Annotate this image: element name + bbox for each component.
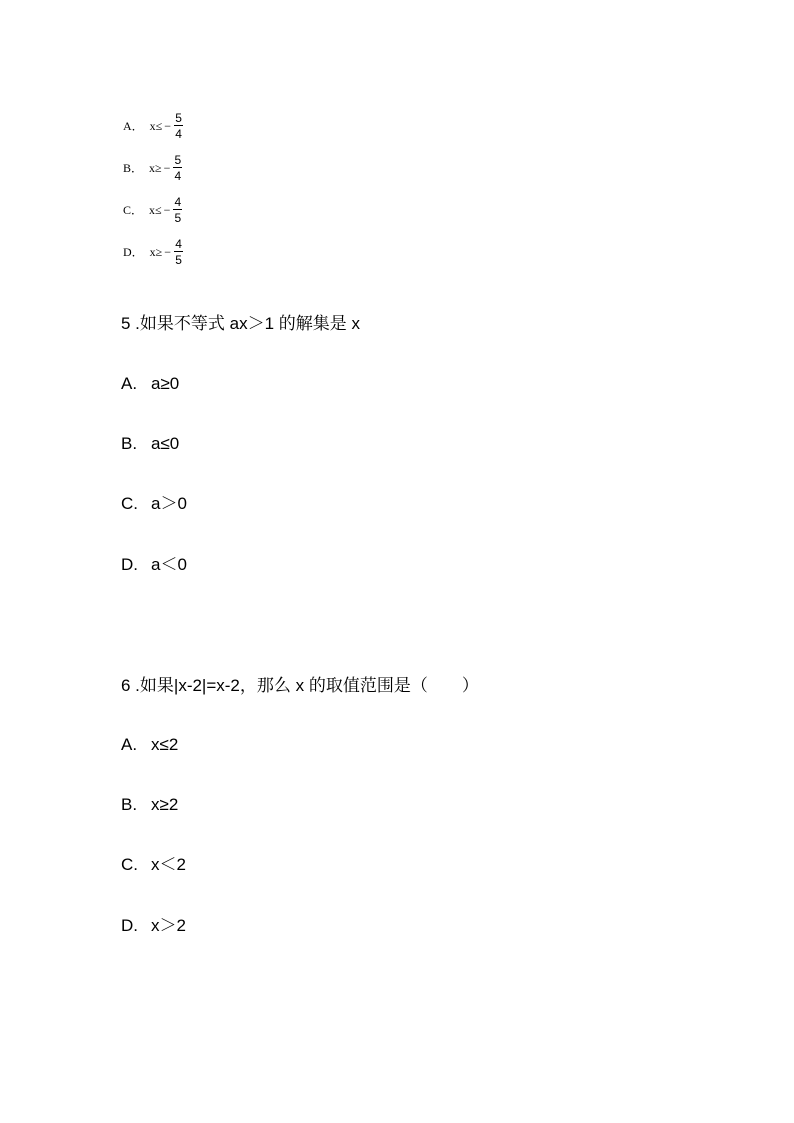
option-text: a≤0 bbox=[151, 434, 180, 453]
q4-option-b bbox=[123, 151, 182, 185]
option-letter: C. bbox=[121, 494, 138, 513]
option-inequality: x≤ bbox=[149, 119, 163, 133]
option-inequality: x≥ bbox=[149, 161, 162, 175]
q4-option-c bbox=[123, 193, 182, 227]
q5-option-d bbox=[121, 555, 187, 575]
fraction-denominator: 5 bbox=[174, 211, 182, 225]
fraction bbox=[174, 238, 183, 266]
fraction-denominator: 5 bbox=[175, 253, 182, 267]
option-letter: B． bbox=[123, 161, 144, 175]
q6-option-d bbox=[121, 916, 186, 936]
option-text: a＜0 bbox=[151, 555, 187, 574]
fraction bbox=[173, 196, 182, 224]
option-text: a＞0 bbox=[151, 494, 187, 513]
fraction bbox=[173, 154, 182, 182]
option-text: x＜2 bbox=[151, 855, 186, 874]
fraction-denominator: 4 bbox=[174, 169, 182, 183]
option-text: x≥2 bbox=[151, 795, 179, 814]
q4-option-d bbox=[123, 235, 183, 269]
option-inequality: x≤ bbox=[149, 203, 162, 217]
q6-option-c bbox=[121, 855, 186, 875]
q4-option-a bbox=[123, 109, 183, 143]
option-text: a≥0 bbox=[151, 374, 180, 393]
option-text: x≤2 bbox=[151, 735, 179, 754]
q5-option-b bbox=[121, 434, 179, 454]
q6-stem: 6 .如果|x-2|=x-2，那么 x 的取值范围是（ ） bbox=[121, 676, 479, 695]
q5-option-a bbox=[121, 374, 179, 394]
fraction-numerator: 4 bbox=[175, 237, 182, 251]
fraction-numerator: 5 bbox=[175, 111, 182, 125]
fraction bbox=[174, 112, 183, 140]
option-letter: C. bbox=[121, 855, 138, 874]
fraction-numerator: 5 bbox=[174, 153, 182, 167]
option-letter: D. bbox=[121, 916, 138, 935]
q5-stem: 5 .如果不等式 ax＞1 的解集是 x bbox=[121, 314, 360, 333]
option-letter: A. bbox=[121, 374, 138, 393]
minus-sign: − bbox=[164, 119, 172, 133]
option-inequality: x≥ bbox=[149, 245, 163, 259]
option-letter: A. bbox=[121, 735, 138, 754]
option-letter: C． bbox=[123, 203, 144, 217]
q6-option-a bbox=[121, 735, 178, 755]
minus-sign: − bbox=[164, 245, 172, 259]
fraction-denominator: 4 bbox=[175, 127, 182, 141]
fraction-numerator: 4 bbox=[174, 195, 182, 209]
option-letter: A． bbox=[123, 119, 144, 133]
q5-option-c bbox=[121, 494, 187, 514]
option-letter: B. bbox=[121, 434, 138, 453]
option-letter: D. bbox=[121, 555, 138, 574]
option-letter: B. bbox=[121, 795, 138, 814]
option-letter: D． bbox=[123, 245, 144, 259]
option-text: x＞2 bbox=[151, 916, 186, 935]
minus-sign: − bbox=[163, 203, 171, 217]
q6-option-b bbox=[121, 795, 178, 815]
minus-sign: − bbox=[163, 161, 171, 175]
